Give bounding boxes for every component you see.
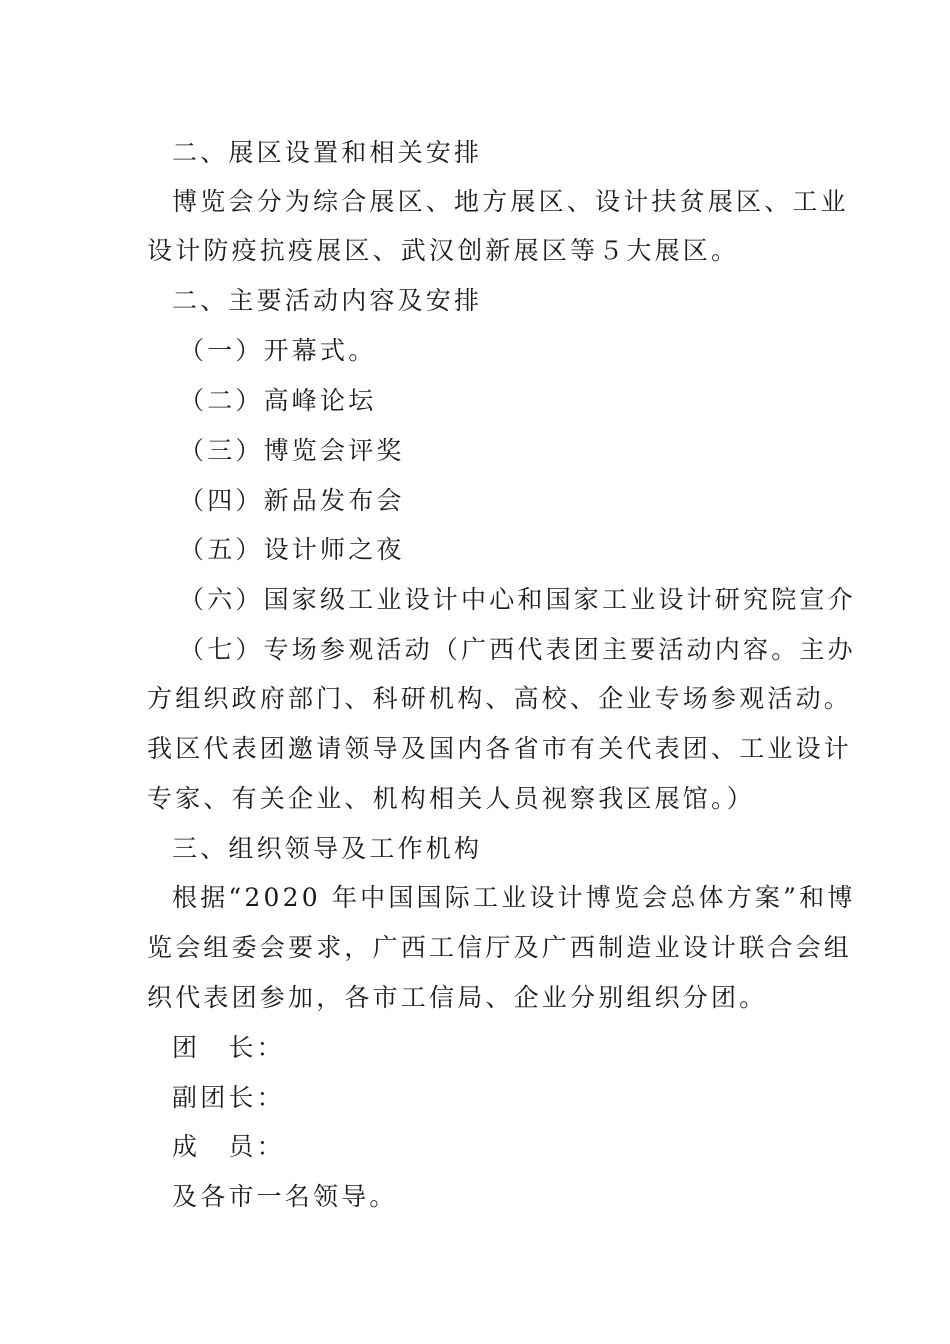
list-item: （五）设计师之夜	[179, 535, 405, 564]
role-members: 成 员：	[172, 1132, 285, 1161]
list-item: （三）博览会评奖	[179, 436, 405, 465]
list-item: （四）新品发布会	[179, 486, 405, 515]
list-item: （二）高峰论坛	[179, 386, 377, 415]
list-item: （七）专场参观活动（广西代表团主要活动内容。主办	[179, 635, 856, 664]
list-item: （六）国家级工业设计中心和国家工业设计研究院宣介	[179, 585, 856, 614]
role-leader: 团 长：	[172, 1033, 285, 1062]
role-city-leaders: 及各市一名领导。	[172, 1182, 398, 1211]
paragraph-line: 博览会分为综合展区、地方展区、设计扶贫展区、工业	[172, 187, 849, 216]
paragraph-line: 方组织政府部门、科研机构、高校、企业专场参观活动。	[147, 684, 853, 713]
section-heading-exhibition-areas: 二、展区设置和相关安排	[172, 138, 483, 167]
paragraph-line: 览会组委会要求，广西工信厅及广西制造业设计联合会组	[147, 933, 853, 962]
section-heading-main-activities: 二、主要活动内容及安排	[172, 286, 483, 315]
paragraph-line: 我区代表团邀请领导及国内各省市有关代表团、工业设计	[147, 734, 853, 763]
role-deputy-leader: 副团长：	[172, 1083, 285, 1112]
paragraph-line: 专家、有关企业、机构相关人员视察我区展馆。）	[147, 784, 755, 813]
list-item: （一）开幕式。	[179, 336, 377, 365]
paragraph-line: 设计防疫抗疫展区、武汉创新展区等５大展区。	[147, 236, 740, 265]
paragraph-line: 根据“2020 年中国国际工业设计博览会总体方案”和博	[172, 883, 856, 912]
paragraph-line: 织代表团参加，各市工信局、企业分别组织分团。	[147, 983, 768, 1012]
section-heading-organization: 三、组织领导及工作机构	[172, 834, 483, 863]
